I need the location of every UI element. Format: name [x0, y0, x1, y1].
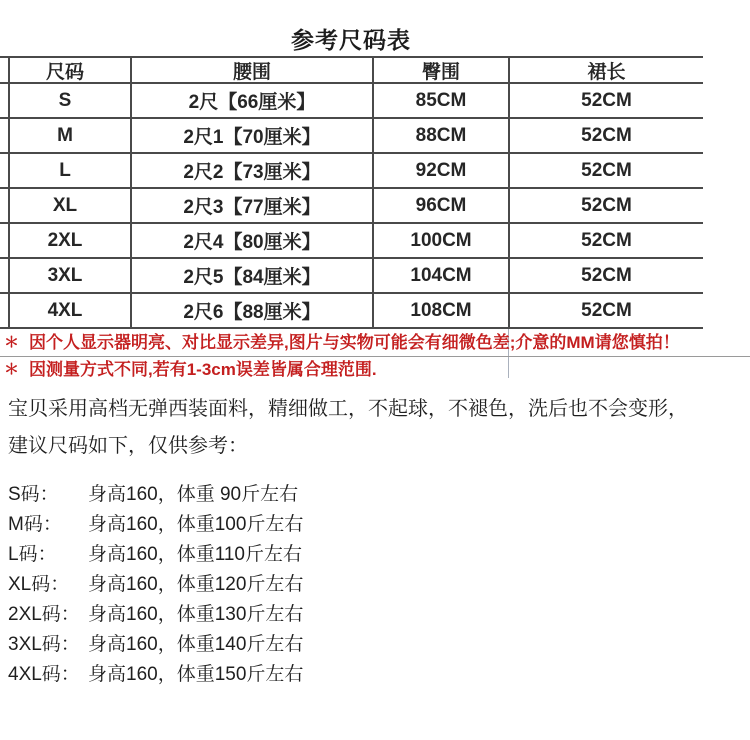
notice-underline: [0, 356, 750, 357]
header-cell: 腰围: [130, 58, 372, 82]
table-row: [0, 259, 703, 294]
recommendation-line: [8, 510, 608, 540]
table-row: [0, 224, 703, 259]
recommendation-line: [8, 630, 608, 660]
table-cell: 4XL: [47, 299, 83, 321]
page-title: 参考尺码表: [291, 27, 411, 53]
notice-text: 因个人显示器明亮、对比显示差异,图片与实物可能会有细微色差;介意的MM请您慎拍！: [29, 333, 680, 352]
table-cell: 108CM: [372, 294, 508, 327]
table-body: [0, 84, 703, 329]
table-cell: 52CM: [508, 84, 703, 117]
recommendation-line: [8, 480, 608, 510]
table-cell: 2尺5【84厘米】: [130, 259, 372, 292]
recommendation-line: [8, 540, 608, 570]
asterisk-marker: ＊: [4, 334, 20, 351]
table-cell: 52CM: [508, 294, 703, 327]
table-cell: 88CM: [372, 119, 508, 152]
size-value: 身高160，体重 90斤左右: [88, 484, 299, 505]
size-value: 身高160，体重130斤左右: [88, 604, 304, 625]
notices: [4, 331, 749, 383]
size-label: 4XL码：: [8, 664, 80, 685]
notice-line: [4, 358, 749, 383]
table-cell: XL: [52, 194, 78, 216]
table-cell: L: [59, 159, 71, 181]
table-cell: 52CM: [508, 189, 703, 222]
header-cell: 臀围: [372, 58, 508, 82]
size-value: 身高160，体重140斤左右: [88, 634, 304, 655]
recommendation-line: [8, 570, 608, 600]
table-cell: 2XL: [47, 229, 83, 251]
size-label: 3XL码：: [8, 634, 80, 655]
size-label: 2XL码：: [8, 604, 80, 625]
recommendation-line: [8, 600, 608, 630]
table-cell: 2尺2【73厘米】: [130, 154, 372, 187]
size-recommendations: [8, 480, 608, 690]
size-label: L码：: [8, 544, 57, 565]
table-cell: 2尺1【70厘米】: [130, 119, 372, 152]
table-cell: 85CM: [372, 84, 508, 117]
table-cell: M: [57, 124, 73, 146]
table-cell: 52CM: [508, 154, 703, 187]
size-table: [0, 56, 703, 329]
size-label: M码：: [8, 514, 62, 535]
table-left-border: [8, 56, 10, 329]
table-cell: 100CM: [372, 224, 508, 257]
header-cell: 裙长: [508, 58, 703, 82]
size-value: 身高160，体重150斤左右: [88, 664, 304, 685]
table-row: [0, 294, 703, 329]
table-header-row: [0, 58, 703, 84]
table-row: [0, 189, 703, 224]
table-cell: 2尺【66厘米】: [130, 84, 372, 117]
description-line: 宝贝采用高档无弹西装面料，精细做工，不起球，不褪色，洗后也不会变形，: [8, 398, 688, 420]
size-label: XL码：: [8, 574, 70, 595]
table-cell: 52CM: [508, 119, 703, 152]
table-row: [0, 119, 703, 154]
description: [8, 391, 748, 465]
table-cell: 52CM: [508, 259, 703, 292]
table-cell: 2尺4【80厘米】: [130, 224, 372, 257]
table-cell: 2尺6【88厘米】: [130, 294, 372, 327]
description-line: 建议尺码如下，仅供参考：: [8, 435, 248, 457]
size-label: S码：: [8, 484, 59, 505]
table-cell: 52CM: [508, 224, 703, 257]
table-cell: S: [58, 89, 72, 111]
header-cell: 尺码: [45, 61, 84, 82]
table-cell: 3XL: [47, 264, 83, 286]
table-cell: 2尺3【77厘米】: [130, 189, 372, 222]
table-cell: 92CM: [372, 154, 508, 187]
notice-line: [4, 331, 749, 356]
size-value: 身高160，体重100斤左右: [88, 514, 304, 535]
size-value: 身高160，体重110斤左右: [88, 544, 302, 565]
notice-text: 因测量方式不同,若有1-3cm误差皆属合理范围.: [29, 360, 377, 379]
table-row: [0, 84, 703, 119]
table-cell: 96CM: [372, 189, 508, 222]
asterisk-marker: ＊: [4, 361, 20, 378]
size-value: 身高160，体重120斤左右: [88, 574, 304, 595]
recommendation-line: [8, 660, 608, 690]
table-cell: 104CM: [372, 259, 508, 292]
table-row: [0, 154, 703, 189]
